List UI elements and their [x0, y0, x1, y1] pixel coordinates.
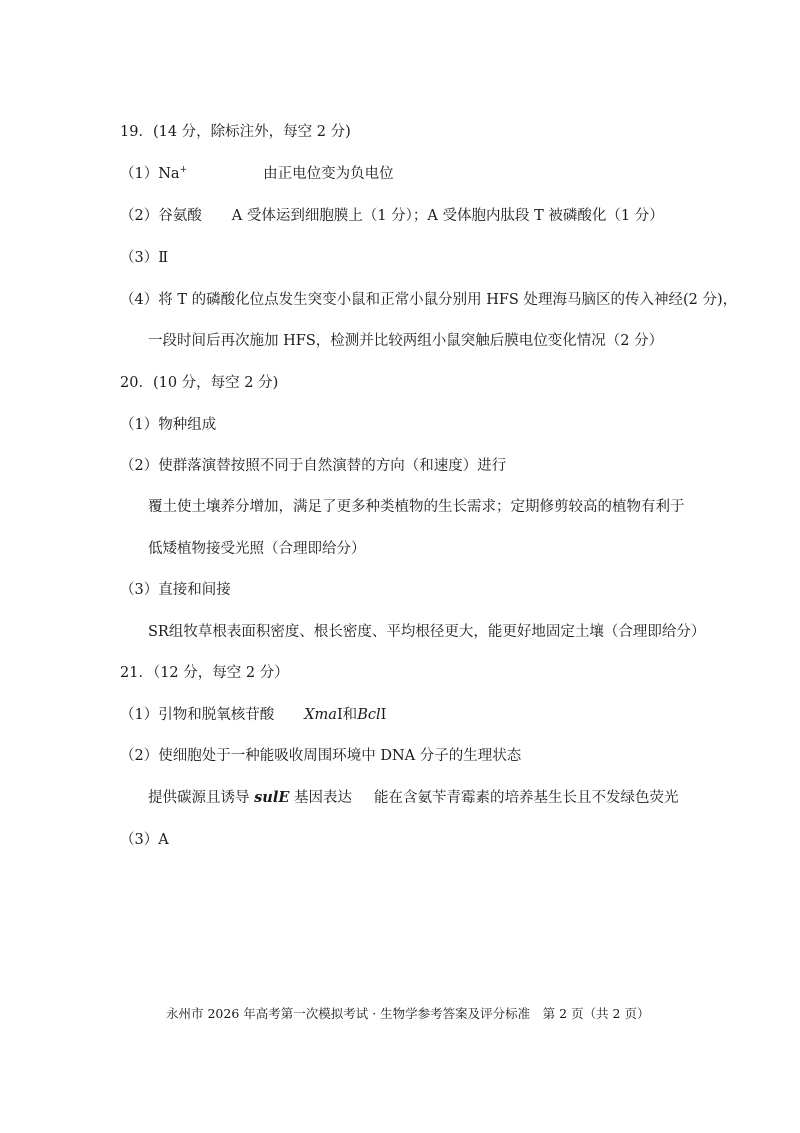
q20-part3-answer-b: SR组牧草根表面积密度、根长密度、平均根径更大，能更好地固定土壤（合理即给分） — [148, 624, 706, 640]
q20-part1-answer: 物种组成 — [158, 417, 217, 433]
q20-part3-answer-a: 直接和间接 — [158, 582, 231, 598]
q21-part1-answer-b: XmaⅠ和BclⅠ — [304, 707, 387, 723]
q21-part2-answers-bc — [148, 788, 679, 808]
q20-part1-number: （1） — [120, 417, 159, 433]
q21-part2-number: （2） — [120, 748, 159, 764]
q20-part2-number: （2） — [120, 458, 159, 474]
q19-part1 — [120, 164, 394, 184]
q19-part4-number: （4） — [120, 292, 159, 308]
q21-part3-answer: A — [158, 832, 169, 848]
q21-part2-answer-c: 能在含氨苄青霉素的培养基生长且不发绿色荧光 — [374, 790, 679, 806]
q21-header: 21．（12 分，每空 2 分） — [120, 665, 289, 681]
q20-part3-number: （3） — [120, 582, 159, 598]
q21-part1 — [120, 705, 386, 725]
page-footer: 永州市 2026 年高考第一次模拟考试 · 生物学参考答案及评分标准 第 2 页（共 2 页） — [166, 1006, 650, 1021]
q20-part3 — [120, 580, 231, 600]
q21-part2-answer-b: 提供碳源且诱导 sulE 基因表达 — [148, 789, 352, 806]
q20-part1 — [120, 415, 216, 435]
q19-part1-number: （1） — [120, 166, 159, 182]
q19-part2-number: （2） — [120, 208, 159, 224]
q21-part2 — [120, 746, 521, 766]
q19-part4-text1: 将 T 的磷酸化位点发生突变小鼠和正常小鼠分别用 HFS 处理海马脑区的传入神经(2 分)， — [158, 292, 738, 308]
q19-part4-line1 — [120, 290, 737, 310]
q19-part1-answer-potential: 由正电位变为负电位 — [263, 166, 394, 182]
q19-part4-line2: 一段时间后再次施加 HFS，检测并比较两组小鼠突触后膜电位变化情况（2 分） — [148, 333, 664, 349]
q20-header: 20．(10 分，每空 2 分) — [120, 375, 279, 391]
q21-part3-number: （3） — [120, 832, 159, 848]
q19-part2-answer-a: 谷氨酸 — [158, 208, 202, 224]
q19-part3-number: （3） — [120, 250, 159, 266]
q19-header: 19．(14 分，除标注外，每空 2 分) — [120, 124, 351, 140]
q19-part2 — [120, 206, 664, 226]
q20-part2-answer-b-line2: 低矮植物接受光照（合理即给分） — [148, 541, 366, 557]
q19-part3-answer: Ⅱ — [158, 250, 169, 266]
q19-part1-answer-ion: Na+ — [158, 165, 188, 182]
q21-part1-number: （1） — [120, 707, 159, 723]
q20-part2-answer-a: 使群落演替按照不同于自然演替的方向（和速度）进行 — [158, 458, 507, 474]
q19-part2-answer-b: A 受体运到细胞膜上（1 分）；A 受体胞内肽段 T 被磷酸化（1 分） — [231, 208, 664, 224]
q21-part2-answer-a: 使细胞处于一种能吸收周围环境中 DNA 分子的生理状态 — [158, 748, 522, 764]
q21-part1-answer-a: 引物和脱氧核苷酸 — [158, 707, 275, 723]
q20-part2-answer-b-line1: 覆土使土壤养分增加，满足了更多种类植物的生长需求；定期修剪较高的植物有利于 — [148, 499, 685, 515]
q19-part3 — [120, 248, 168, 268]
q21-part3 — [120, 830, 169, 850]
q20-part2 — [120, 456, 506, 476]
